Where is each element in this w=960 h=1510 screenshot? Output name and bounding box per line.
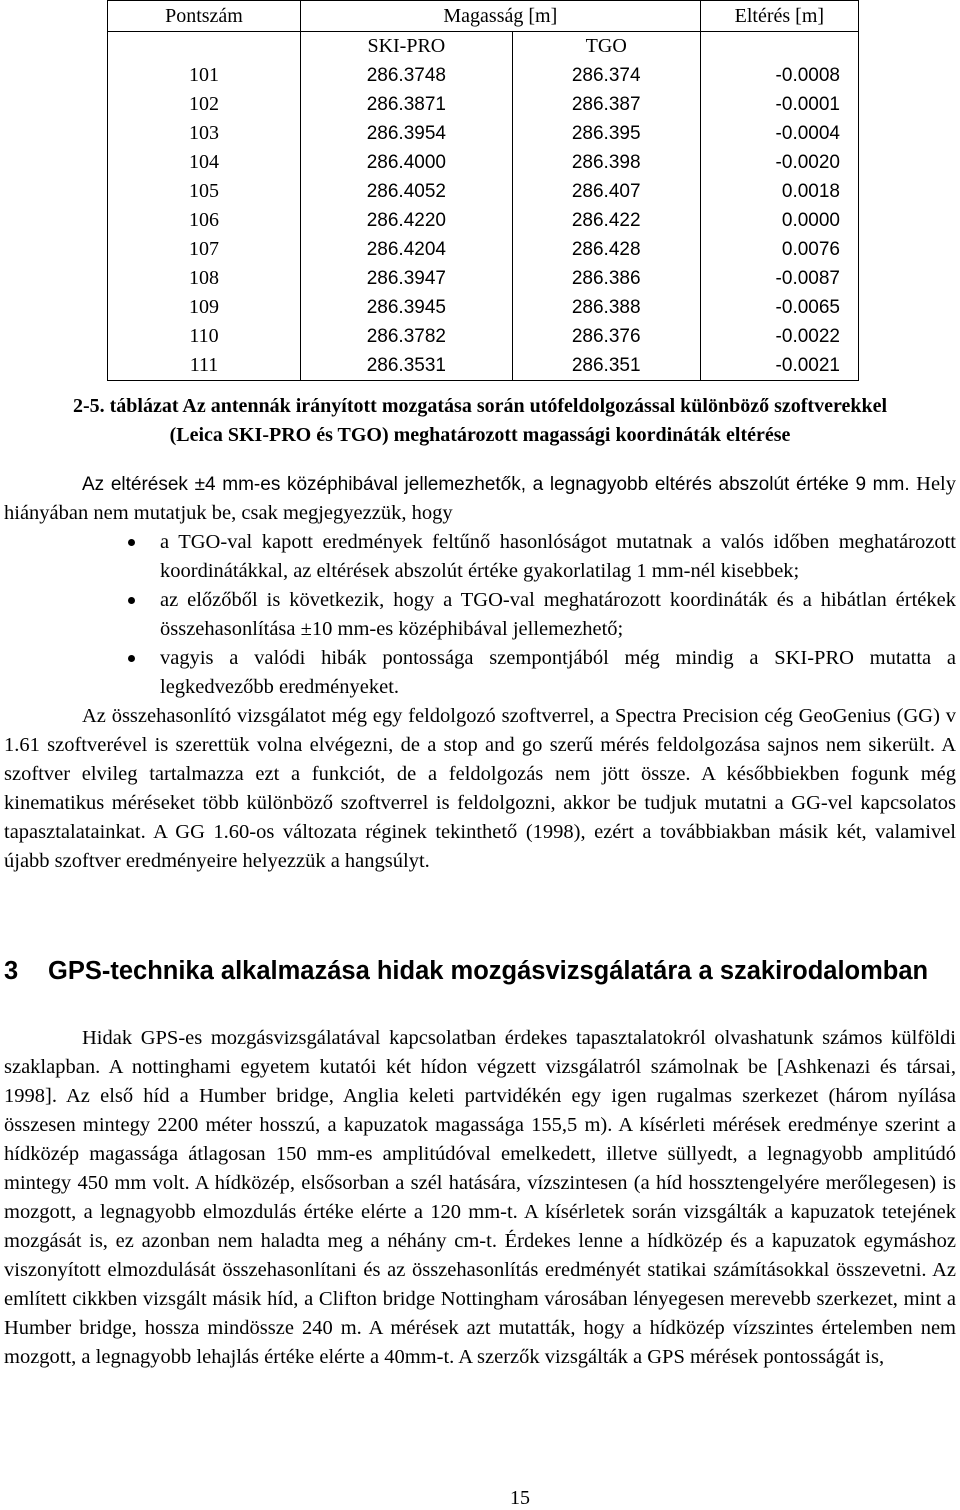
paragraph-deviation (4, 470, 956, 528)
header-tgo: TGO (512, 32, 700, 62)
header-diff: Eltérés [m] (700, 1, 858, 32)
list-item (4, 644, 956, 702)
table-row (108, 235, 859, 264)
table-row (108, 322, 859, 351)
list-item-text: vagyis a valódi hibák pontossága szempontjából még mindig a SKI-PRO mutatta a legkedvezőbb eredményeket. (160, 647, 956, 698)
cell-ski-pro: 286.3748 (300, 61, 512, 90)
header-point-spacer (108, 32, 301, 62)
cell-point: 108 (108, 264, 301, 293)
section-text-2 (4, 1024, 956, 1372)
paragraph-deviation-serif: Hely hiányában nem mutatjuk be, csak megjegyezzük, hogy (4, 473, 956, 524)
cell-ski-pro: 286.4220 (300, 206, 512, 235)
table-row (108, 264, 859, 293)
section-title: GPS-technika alkalmazása hidak mozgásvizsgálatára a szakirodalomban (48, 957, 929, 985)
list-item (4, 586, 956, 644)
cell-diff: -0.0020 (700, 148, 858, 177)
bullet-icon (128, 539, 135, 546)
paragraph-deviation-sans: Az eltérések ±4 mm-es középhibával jellemezhetők, a legnagyobb eltérés abszolút értéke 9 mm. (82, 474, 910, 495)
cell-tgo: 286.428 (512, 235, 700, 264)
list-item-text: a TGO-val kapott eredmények feltűnő hasonlóságot mutatnak a valós időben meghatározott koordinátákkal, az eltérések abszolút értéke gyakorlatilag 1 mm-nél kisebbek; (160, 531, 956, 582)
table-body (108, 61, 859, 381)
paragraph-bridges: Hidak GPS-es mozgásvizsgálatával kapcsolatban érdekes tapasztalatokról olvashatunk számos külföldi szaklapban. A nottinghami egyetem kutatói két hídon végzett vizsgálatról számolnak be [Ashkenazi és társai, 1998]. Az első híd a Humber bridge, Anglia keleti partvidékén egy igen rugalmas szerkezet (három nyílása összesen mintegy 2200 méter hosszú, a kapuzatok magassága 155,5 m). A kísérleti mérések eredménye szerint a hídközép magassága átlagosan 150 mm-es amplitúdóval emelkedett, illetve süllyedt, a legnagyobb amplitúdó mintegy 450 mm volt. A hídközép, elsősorban a szél hatására, vízszintesen (a híd hossztengelyére merőlegesen) is mozgott, a legnagyobb elmozdulás értéke elérte a 120 mm-t. A kísérletek során vizsgálták a kapuzatok tetejének mozgását is, ez azonban nem haladta meg a néhány cm-t. Érdekes lenne a hídközép és a kapuzatok egymáshoz viszonyított elmozdulását összehasonlítani és az összehasonlítás eredményét statikai számításokkal összevetni. Az említett cikkben vizsgált másik híd, a Clifton bridge Nottingham városában lényegesen merevebb szerkezet, mint a Humber bridge, hossza mindössze 240 m. A mérések azt mutatták, hogy a hídközép vízszintes értelemben nem mozgott, a legnagyobb lehajlás értéke elérte a 40mm-t. A szerzők vizsgálták a GPS mérések pontosságát is, (4, 1027, 956, 1368)
table-row (108, 177, 859, 206)
header-ski-pro: SKI-PRO (300, 32, 512, 62)
cell-diff: -0.0022 (700, 322, 858, 351)
header-point: Pontszám (108, 1, 301, 32)
cell-point: 110 (108, 322, 301, 351)
cell-diff: -0.0021 (700, 351, 858, 381)
cell-point: 109 (108, 293, 301, 322)
cell-tgo: 286.395 (512, 119, 700, 148)
cell-point: 111 (108, 351, 301, 381)
cell-ski-pro: 286.3945 (300, 293, 512, 322)
cell-diff: -0.0001 (700, 90, 858, 119)
table-subheader-row (108, 32, 859, 62)
table-row (108, 61, 859, 90)
table-row (108, 90, 859, 119)
section-text-1 (4, 470, 956, 876)
cell-diff: -0.0065 (700, 293, 858, 322)
cell-diff: -0.0087 (700, 264, 858, 293)
cell-ski-pro: 286.3782 (300, 322, 512, 351)
cell-diff: -0.0008 (700, 61, 858, 90)
header-diff-spacer (700, 32, 858, 62)
cell-tgo: 286.388 (512, 293, 700, 322)
table-row (108, 119, 859, 148)
table-row (108, 206, 859, 235)
page-number: 15 (510, 1487, 530, 1509)
cell-ski-pro: 286.3871 (300, 90, 512, 119)
cell-point: 107 (108, 235, 301, 264)
findings-list (4, 528, 956, 702)
cell-tgo: 286.374 (512, 61, 700, 90)
cell-point: 104 (108, 148, 301, 177)
cell-tgo: 286.351 (512, 351, 700, 381)
table-header-row (108, 1, 859, 32)
header-height: Magasság [m] (300, 1, 700, 32)
cell-diff: 0.0000 (700, 206, 858, 235)
height-comparison-table-container (107, 0, 859, 381)
cell-tgo: 286.387 (512, 90, 700, 119)
cell-tgo: 286.398 (512, 148, 700, 177)
section-heading (4, 956, 956, 986)
cell-ski-pro: 286.4000 (300, 148, 512, 177)
cell-ski-pro: 286.4204 (300, 235, 512, 264)
table-row (108, 148, 859, 177)
list-item (4, 528, 956, 586)
list-item-text: az előzőből is következik, hogy a TGO-val meghatározott koordináták és a hibátlan értékek összehasonlítása ±10 mm-es középhibával jellemezhető; (160, 589, 956, 640)
cell-tgo: 286.407 (512, 177, 700, 206)
cell-point: 106 (108, 206, 301, 235)
caption-line-2: (Leica SKI-PRO és TGO) meghatározott magassági koordináták eltérése (169, 424, 791, 446)
cell-ski-pro: 286.3531 (300, 351, 512, 381)
height-comparison-table (107, 0, 859, 381)
cell-ski-pro: 286.3947 (300, 264, 512, 293)
cell-ski-pro: 286.3954 (300, 119, 512, 148)
bullet-icon (128, 597, 135, 604)
section-number: 3 (4, 957, 19, 985)
caption-line-1: 2-5. táblázat Az antennák irányított mozgatása során utófeldolgozással különböző szoftverekkel (72, 395, 888, 417)
bullet-icon (128, 655, 135, 662)
cell-point: 102 (108, 90, 301, 119)
table-caption (0, 392, 960, 450)
cell-tgo: 286.386 (512, 264, 700, 293)
cell-tgo: 286.376 (512, 322, 700, 351)
table-row (108, 293, 859, 322)
cell-diff: 0.0076 (700, 235, 858, 264)
table-row (108, 351, 859, 381)
cell-point: 103 (108, 119, 301, 148)
cell-diff: 0.0018 (700, 177, 858, 206)
cell-point: 105 (108, 177, 301, 206)
cell-diff: -0.0004 (700, 119, 858, 148)
cell-tgo: 286.422 (512, 206, 700, 235)
cell-point: 101 (108, 61, 301, 90)
cell-ski-pro: 286.4052 (300, 177, 512, 206)
paragraph-geogenius: Az összehasonlító vizsgálatot még egy feldolgozó szoftverrel, a Spectra Precision cég GeoGenius (GG) v 1.61 szoftverével is szerettük volna elvégezni, de a stop and go szerű mérés feldolgozása sajnos nem sikerült. A szoftver elvileg tartalmazza ezt a funkciót, de a feldolgozás nem jött össze. A későbbiekben fogunk még kinematikus méréseket több különböző szoftverrel is feldolgozni, akkor be tudjuk mutatni a GG-vel kapcsolatos tapasztalatainkat. A GG 1.60-os változata réginek tekinthető (1998), ezért a továbbiakban másik két, valamivel újabb szoftver eredményeire helyezzük a hangsúlyt. (4, 705, 956, 872)
